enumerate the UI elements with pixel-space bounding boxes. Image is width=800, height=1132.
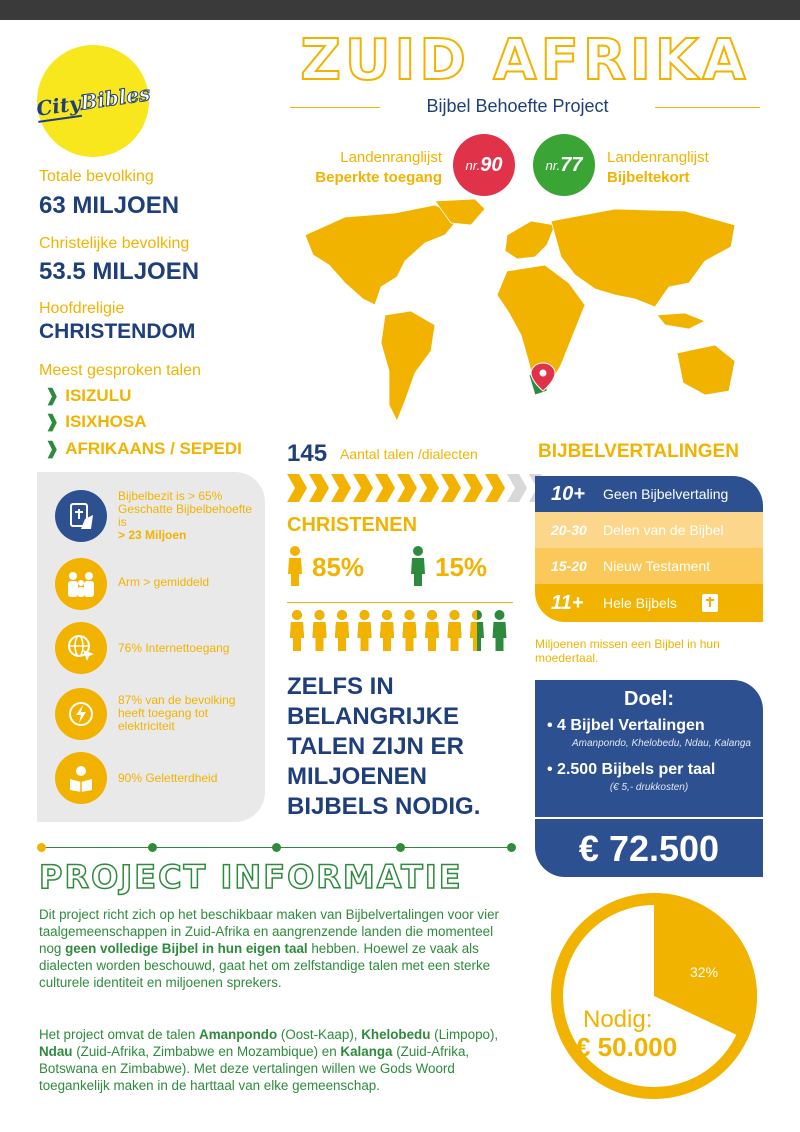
people-ratio-row <box>287 610 517 652</box>
rank-shortage-label-block <box>607 148 757 188</box>
progress-chevron <box>331 474 351 502</box>
stat-total-value: 63 MILJOEN <box>39 192 180 219</box>
goal-item-bibles-sub: (€ 5,- drukkosten) <box>609 782 689 793</box>
fact-poverty: Arm > gemiddeld <box>118 575 210 589</box>
rank-shortage-value: 77 <box>560 153 583 176</box>
pie-needed-value: € 50.000 <box>576 1032 678 1062</box>
fact-internet: 76% Internettoegang <box>118 641 230 655</box>
bible-icon <box>701 593 719 613</box>
goal-item-translations-sub: Amanpondo, Khelobedu, Ndau, Kalanga <box>571 738 751 749</box>
person-icon <box>380 610 394 651</box>
goal-title: Doel: <box>624 688 674 710</box>
person-icon <box>403 610 417 651</box>
other-percent: 15% <box>435 552 488 582</box>
christians-title: CHRISTENEN <box>287 514 418 536</box>
translations-row: 11+ Hele Bijbels <box>535 584 763 622</box>
funding-pie-chart <box>548 890 760 1102</box>
rank-restricted-badge <box>453 134 515 196</box>
christian-percent: 85% <box>312 552 365 582</box>
map-south-america <box>381 311 435 421</box>
progress-chevron <box>441 474 461 502</box>
goal-item-translations: • 4 Bijbel Vertalingen <box>547 717 705 734</box>
rank-shortage-strong: Bijbeltekort <box>607 169 690 186</box>
world-map <box>285 195 765 435</box>
progress-chevron <box>397 474 417 502</box>
stat-christian-label: Christelijke bevolking <box>39 235 190 252</box>
chevron-right-icon: ❱ <box>45 439 60 458</box>
translations-row: 20-30 Delen van de Bijbel <box>535 512 763 548</box>
fact-literacy: 90% Geletterdheid <box>118 771 218 785</box>
timeline-dot <box>37 843 46 852</box>
map-north-america <box>305 205 460 305</box>
person-icon <box>470 610 484 651</box>
rank-shortage-label: Landenranglijst <box>607 149 709 166</box>
progress-chevron <box>463 474 483 502</box>
rank-restricted-strong: Beperkte toegang <box>315 169 442 186</box>
person-icon <box>425 610 439 651</box>
translations-note: Miljoenen missen een Bijbel in hun moedertaal. <box>535 637 720 665</box>
person-icon <box>358 610 372 651</box>
fact-electricity: 87% van de bevolking heeft toegang tot elektriciteit <box>118 693 236 733</box>
progress-chevron <box>353 474 373 502</box>
languages-label: Meest gesproken talen <box>39 362 201 379</box>
christians-divider <box>287 602 513 603</box>
globe-cursor-icon <box>55 622 107 674</box>
translations-row: 10+ Geen Bijbelvertaling <box>535 476 763 512</box>
project-title: PROJECT INFORMATIE <box>39 858 463 896</box>
slogan: ZELFS IN BELANGRIJKE TALEN ZIJN ER MILJOENEN BIJBELS NODIG. <box>287 673 481 820</box>
progress-chevron <box>375 474 395 502</box>
progress-chevron <box>507 474 527 502</box>
page-subtitle: Bijbel Behoefte Project <box>380 96 655 117</box>
page-title: ZUID AFRIKA <box>300 28 750 93</box>
language-item: ❱ ISIZULU <box>45 386 132 405</box>
language-item: ❱ AFRIKAANS / SEPEDI <box>45 439 242 458</box>
translations-row: 15-20 Nieuw Testament <box>535 548 763 584</box>
stat-christian-value: 53.5 MILJOEN <box>39 258 200 285</box>
chevron-right-icon: ❱ <box>45 386 60 405</box>
stat-religion-value: CHRISTENDOM <box>39 320 196 343</box>
chevron-right-icon: ❱ <box>45 412 60 431</box>
map-asia <box>551 209 735 307</box>
rank-shortage-prefix: nr. <box>545 157 561 173</box>
other-person-icon <box>410 546 426 586</box>
goal-amount: € 72.500 <box>535 817 763 877</box>
rank-restricted-label-block <box>290 148 442 188</box>
languages-count-label: Aantal talen /dialecten <box>340 446 478 462</box>
timeline-dot <box>507 843 516 852</box>
citybibles-logo <box>34 45 152 157</box>
rank-restricted-label: Landenranglijst <box>340 149 442 166</box>
progress-chevron <box>309 474 329 502</box>
logo-part1: City <box>34 90 82 121</box>
timeline-dot <box>148 843 157 852</box>
map-australia <box>677 345 735 395</box>
electricity-icon <box>55 688 107 740</box>
goal-item-bibles: • 2.500 Bijbels per taal <box>547 761 716 778</box>
stat-total-label: Totale bevolking <box>39 168 154 185</box>
logo-part2: Bibles <box>78 81 152 115</box>
person-icon <box>493 610 507 651</box>
progress-chevron <box>419 474 439 502</box>
map-indonesia <box>657 313 705 329</box>
person-icon <box>313 610 327 651</box>
pie-percent-label: 32% <box>690 964 719 980</box>
timeline-dot <box>272 843 281 852</box>
pie-needed-label: Nodig: <box>583 1006 653 1033</box>
family-icon <box>55 558 107 610</box>
rank-shortage-badge <box>533 134 595 196</box>
project-paragraph-1: Dit project richt zich op het beschikbaar maken van Bijbelvertalingen voor vier taalgemeenschappen in Zuid-Afrika en aangrenzende landen die momenteel nog geen volledige Bijbel in hun eigen taal hebben. Hoewel ze vaak als dialecten worden beschouwd, gaat het om zelfstandige talen met een sterke culturele identiteit en miljoenen sprekers. <box>39 907 499 990</box>
goal-box <box>535 680 763 817</box>
person-icon <box>448 610 462 651</box>
progress-chevron <box>485 474 505 502</box>
reader-icon <box>55 752 107 804</box>
language-item: ❱ ISIXHOSA <box>45 412 147 431</box>
person-icon <box>290 610 304 651</box>
progress-chevron <box>287 474 307 502</box>
person-icon <box>335 610 349 651</box>
rank-restricted-value: 90 <box>480 153 503 176</box>
stat-religion-label: Hoofdreligie <box>39 300 125 317</box>
languages-count: 145 <box>287 440 328 467</box>
project-paragraph-2: Het project omvat de talen Amanpondo (Oost-Kaap), Khelobedu (Limpopo), Ndau (Zuid-Afrika, Zimbabwe en Mozambique) en Kalanga (Zuid-Afrika, Botswana en Zimbabwe). Met deze vertalingen willen we Gods Woord toegankelijk maken in de harttaal van elke gemeenschap. <box>39 1027 499 1093</box>
bible-hand-icon <box>55 490 107 542</box>
rank-restricted-prefix: nr. <box>465 157 481 173</box>
languages-progress <box>287 474 549 502</box>
christian-person-icon <box>287 546 303 586</box>
top-bar <box>0 0 800 20</box>
timeline-dot <box>396 843 405 852</box>
fact-bible-ownership: Bijbelbezit is > 65% Geschatte Bijbelbehoefte is > 23 Miljoen <box>118 489 253 542</box>
map-europe <box>505 221 555 259</box>
translations-title: BIJBELVERTALINGEN <box>538 441 739 462</box>
